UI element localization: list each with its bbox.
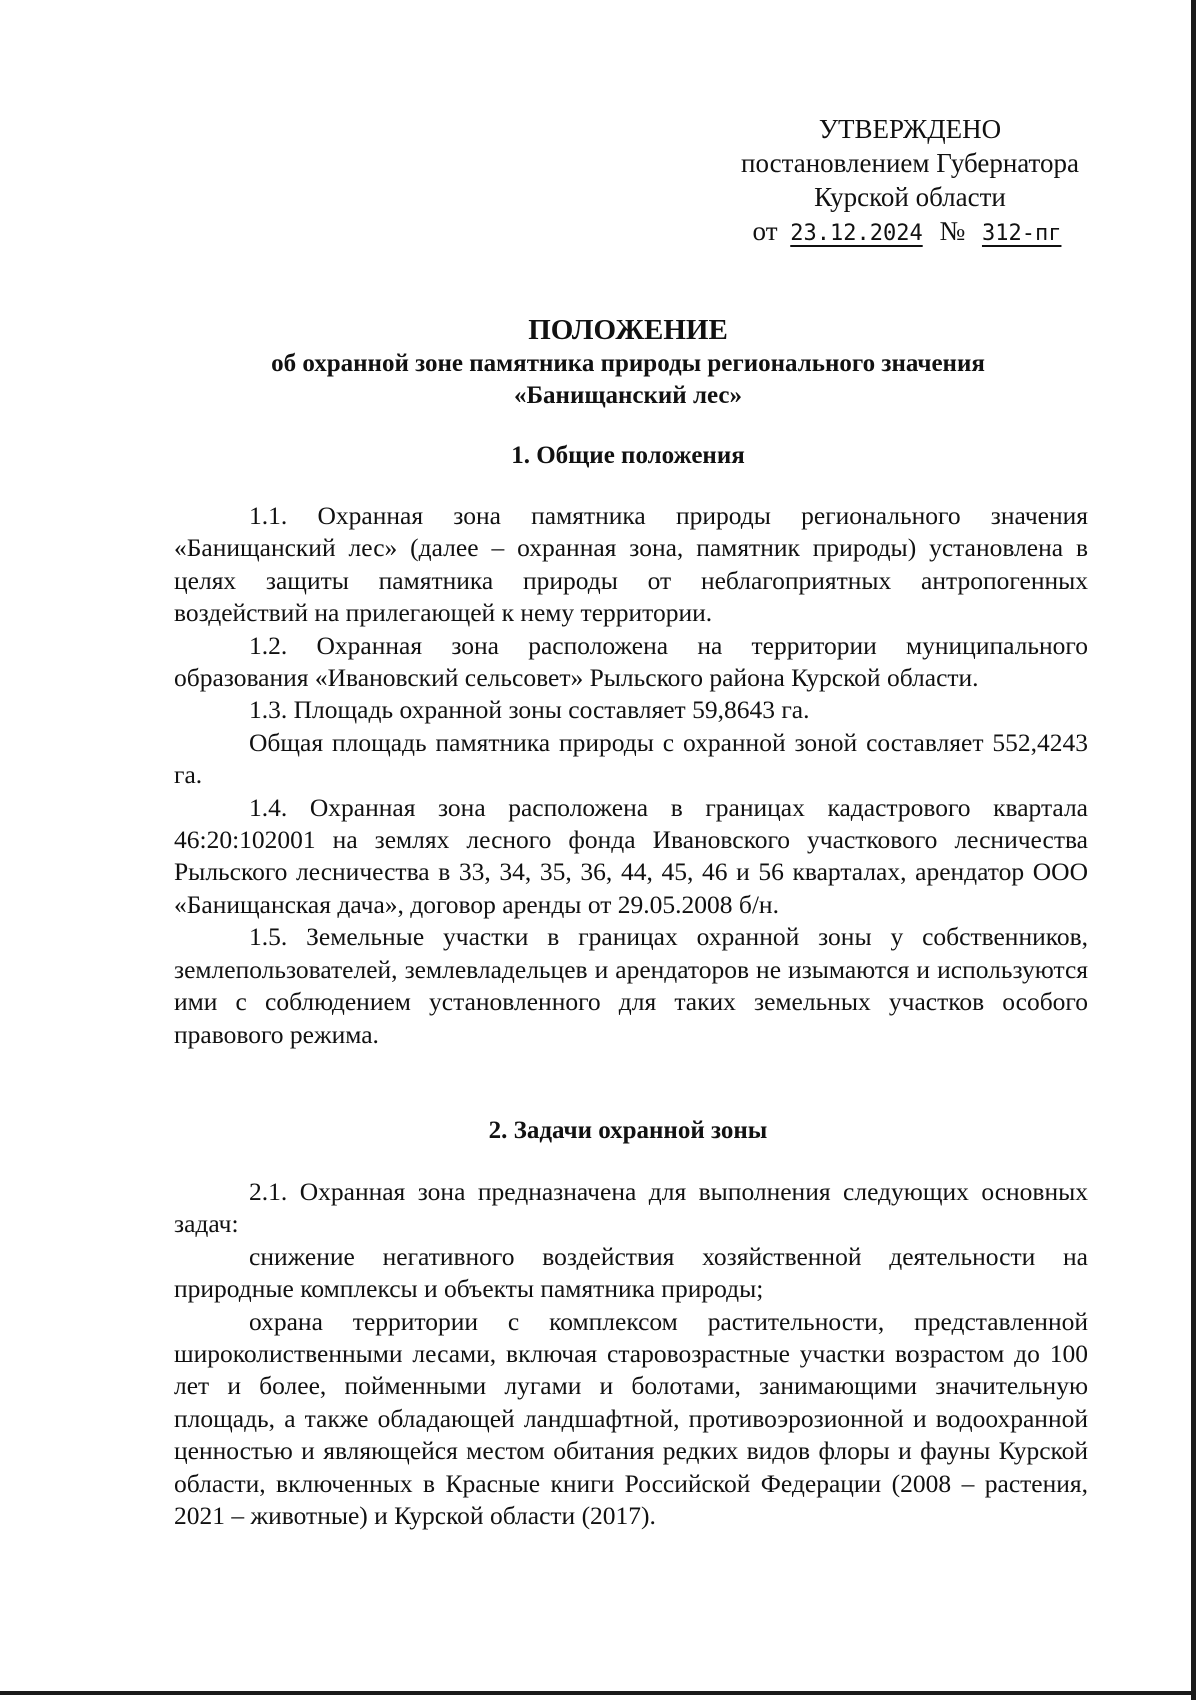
document-title-block bbox=[140, 312, 1116, 412]
approval-date-row bbox=[700, 214, 1120, 251]
approval-block bbox=[700, 112, 1120, 251]
section-1-heading: 1. Общие положения bbox=[511, 442, 745, 469]
paragraph-1-5: 1.5. Земельные участки в границах охранной зоны у собственников, землепользователей, землевладельцев и арендаторов не изымаются и используются ими с соблюдением установленного для таких земельных участков особого правового режима. bbox=[174, 922, 1088, 1049]
approval-date: 23.12.2024 bbox=[790, 221, 923, 246]
paragraph-1-2: 1.2. Охранная зона расположена на территории муниципального образования «Ивановский сельсовет» Рыльского района Курской области. bbox=[174, 630, 1088, 693]
scan-border-bottom bbox=[0, 1691, 1196, 1695]
document-subtitle-line-1: об охранной зоне памятника природы регионального значения bbox=[271, 350, 985, 377]
scan-border-right bbox=[1191, 0, 1196, 1700]
approval-date-prefix: от bbox=[752, 216, 778, 246]
task-item-1: снижение негативного воздействия хозяйственной деятельности на природные комплексы и объекты памятника природы; bbox=[174, 1241, 1088, 1304]
paragraph-1-1: 1.1. Охранная зона памятника природы регионального значения «Банищанский лес» (далее – охранная зона, памятник природы) установлена в целях защиты памятника природы от неблагоприятных антропогенных воздействий на прилегающей к нему территории. bbox=[174, 501, 1088, 628]
paragraph-1-4: 1.4. Охранная зона расположена в границах кадастрового квартала 46:20:102001 на землях лесного фонда Ивановского участкового лесничества Рыльского лесничества в 33, 34, 35, 36, 44, 45, 46 и 56 кварталах, арендатор ООО «Банищанская дача», договор аренды от 29.05.2008 б/н. bbox=[174, 792, 1088, 919]
document-title: ПОЛОЖЕНИЕ bbox=[528, 314, 728, 346]
approval-line-1: постановлением Губернатора bbox=[741, 148, 1079, 178]
approval-number: 312-пг bbox=[981, 221, 1062, 246]
section-1-body bbox=[174, 500, 1088, 1051]
section-2-heading: 2. Задачи охранной зоны bbox=[488, 1117, 768, 1144]
paragraph-1-3-total: Общая площадь памятника природы с охранной зоной составляет 552,4243 га. bbox=[174, 727, 1088, 790]
section-2-body bbox=[174, 1176, 1088, 1532]
paragraph-2-1: 2.1. Охранная зона предназначена для выполнения следующих основных задач: bbox=[174, 1177, 1088, 1239]
paragraph-1-3: 1.3. Площадь охранной зоны составляет 59,8643 га. bbox=[249, 695, 810, 725]
approval-title: УТВЕРЖДЕНО bbox=[818, 114, 1002, 144]
approval-number-sign: № bbox=[939, 216, 966, 246]
approval-line-2: Курской области bbox=[814, 182, 1006, 212]
document-subtitle-line-2: «Банищанский лес» bbox=[514, 382, 742, 409]
task-item-2: охрана территории с комплексом растительности, представленной широколиственными лесами, включая старовозрастные участки возрастом до 100 лет и более, пойменными лугами и болотами, занимающими значительную площадь, а также обладающей ландшафтной, противоэрозионной и водоохранной ценностью и являющейся местом обитания редких видов флоры и фауны Курской области, включенных в Красные книги Российской Федерации (2008 – растения, 2021 – животные) и Курской области (2017). bbox=[174, 1306, 1088, 1531]
